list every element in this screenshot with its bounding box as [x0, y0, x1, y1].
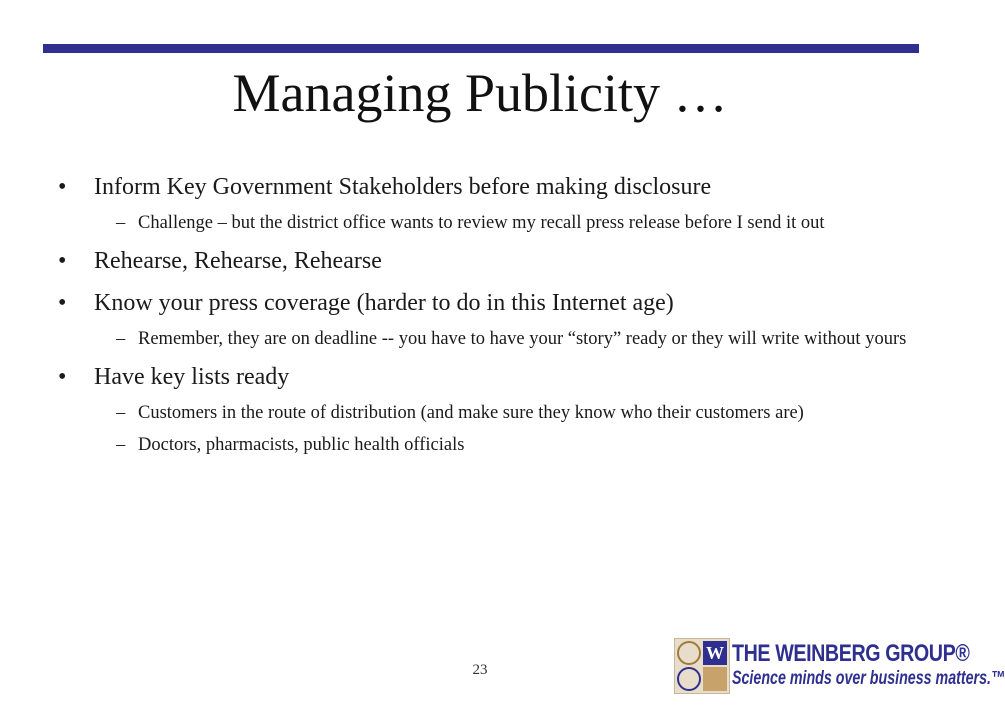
dash-icon: –	[116, 329, 126, 349]
bullet-text: Rehearse, Rehearse, Rehearse	[94, 248, 382, 274]
dash-icon: –	[116, 403, 126, 423]
bullet-icon: •	[58, 290, 67, 316]
sub-bullet-text: Doctors, pharmacists, public health officials	[138, 435, 465, 455]
bullet-list	[58, 172, 928, 456]
slide-title: Managing Publicity …	[232, 63, 728, 123]
sub-bullet-item	[58, 328, 928, 350]
sub-bullet-item	[58, 434, 928, 456]
bullet-item	[58, 172, 928, 202]
sub-bullet-text: Challenge – but the district office wants to review my recall press release before I send it out	[138, 213, 825, 233]
logo-mark-icon: W	[674, 638, 730, 694]
bullet-text: Know your press coverage (harder to do in this Internet age)	[94, 290, 674, 316]
bullet-icon: •	[58, 248, 67, 274]
page-number: 23	[472, 662, 488, 678]
sub-bullet-text: Remember, they are on deadline -- you have to have your “story” ready or they will write without yours	[138, 329, 907, 349]
sub-bullet-text: Customers in the route of distribution (and make sure they know who their customers are)	[138, 403, 804, 423]
sub-bullet-item	[58, 212, 928, 234]
bullet-text: Have key lists ready	[94, 364, 290, 390]
bullet-icon: •	[58, 174, 67, 200]
bullet-item	[58, 288, 928, 318]
logo-tagline: Science minds over business matters.™	[732, 668, 1005, 689]
bullet-item	[58, 246, 928, 276]
title-rule	[43, 44, 919, 53]
bullet-icon: •	[58, 364, 67, 390]
company-logo	[674, 638, 1005, 694]
bullet-item	[58, 362, 928, 392]
dash-icon: –	[116, 435, 126, 455]
sub-bullet-item	[58, 402, 928, 424]
bullet-text: Inform Key Government Stakeholders before making disclosure	[94, 174, 712, 200]
logo-name: THE WEINBERG GROUP®	[732, 640, 970, 667]
dash-icon: –	[116, 213, 126, 233]
